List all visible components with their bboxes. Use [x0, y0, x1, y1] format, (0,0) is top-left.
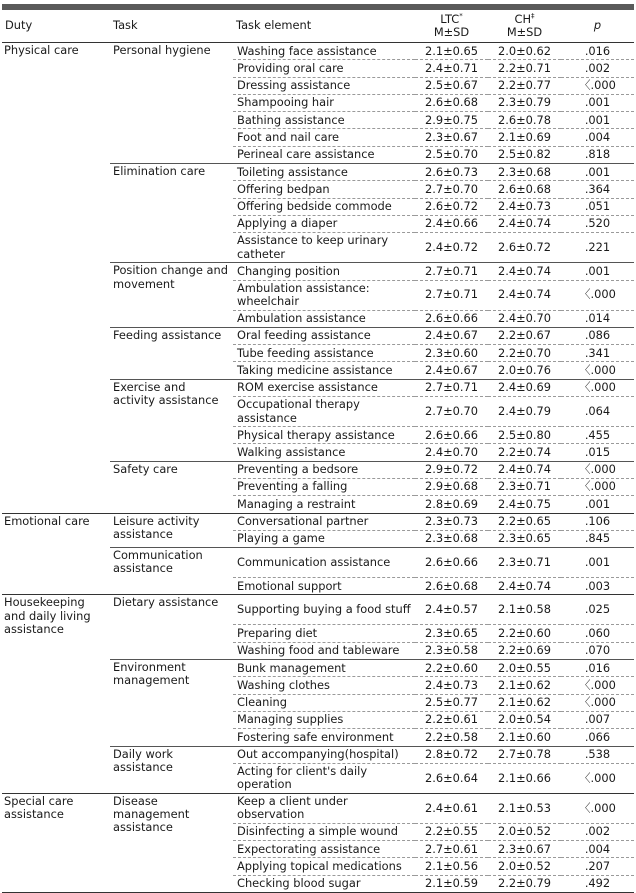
task-element-cell: Washing clothes — [233, 677, 415, 694]
table-body — [2, 43, 634, 893]
ch-value-cell: 2.1±0.69 — [488, 129, 561, 146]
p-value-cell: .455 — [561, 427, 634, 444]
task-element-cell: Oral feeding assistance — [233, 327, 415, 344]
ltc-value-cell: 2.2±0.58 — [415, 729, 488, 746]
p-value-cell: .002 — [561, 823, 634, 840]
task-element-cell: Managing a restraint — [233, 496, 415, 513]
ch-value-cell: 2.1±0.53 — [488, 793, 561, 823]
ch-value-cell: 2.4±0.75 — [488, 496, 561, 513]
ch-value-cell: 2.1±0.60 — [488, 729, 561, 746]
ltc-value-cell: 2.2±0.60 — [415, 660, 488, 677]
task-element-cell: Bathing assistance — [233, 112, 415, 129]
p-value-cell: .066 — [561, 729, 634, 746]
p-value-cell: 〈.000 — [561, 461, 634, 478]
task-cell: Elimination care — [110, 164, 233, 263]
ch-value-cell: 2.3±0.68 — [488, 164, 561, 181]
p-value-cell: .025 — [561, 595, 634, 625]
ltc-value-cell: 2.6±0.68 — [415, 578, 488, 595]
p-value-cell: .001 — [561, 496, 634, 513]
task-element-table — [2, 10, 634, 893]
p-value-cell: .341 — [561, 345, 634, 362]
task-element-cell: Physical therapy assistance — [233, 427, 415, 444]
ch-value-cell: 2.2±0.79 — [488, 875, 561, 892]
ltc-value-cell: 2.1±0.56 — [415, 858, 488, 875]
task-element-cell: Offering bedpan — [233, 181, 415, 198]
ltc-value-cell: 2.9±0.75 — [415, 112, 488, 129]
task-element-cell: Changing position — [233, 263, 415, 280]
duty-cell: Special care assistance — [2, 793, 110, 892]
p-value-cell: .003 — [561, 578, 634, 595]
header-row — [2, 10, 634, 43]
task-element-cell: Bunk management — [233, 660, 415, 677]
ltc-value-cell: 2.9±0.68 — [415, 478, 488, 495]
p-value-cell: .002 — [561, 60, 634, 77]
p-value-cell: 〈.000 — [561, 763, 634, 793]
ltc-value-cell: 2.7±0.71 — [415, 280, 488, 310]
ch-value-cell: 2.4±0.74 — [488, 263, 561, 280]
p-value-cell: .060 — [561, 625, 634, 642]
task-element-cell: Shampooing hair — [233, 94, 415, 111]
ch-value-cell: 2.3±0.71 — [488, 548, 561, 578]
ch-value-cell: 2.2±0.69 — [488, 642, 561, 659]
task-element-cell: Dressing assistance — [233, 77, 415, 94]
ch-value-cell: 2.0±0.76 — [488, 362, 561, 379]
p-value-cell: .001 — [561, 112, 634, 129]
ch-value-cell: 2.6±0.68 — [488, 181, 561, 198]
ch-value-cell: 2.0±0.55 — [488, 660, 561, 677]
ltc-value-cell: 2.3±0.60 — [415, 345, 488, 362]
ltc-value-cell: 2.1±0.65 — [415, 43, 488, 60]
header-p: p — [561, 10, 634, 43]
task-element-cell: Walking assistance — [233, 444, 415, 461]
task-element-cell: Occupational therapy assistance — [233, 397, 415, 427]
task-element-cell: Tube feeding assistance — [233, 345, 415, 362]
ch-value-cell: 2.5±0.80 — [488, 427, 561, 444]
header-ltc-mark: * — [459, 11, 463, 20]
ch-value-cell: 2.3±0.79 — [488, 94, 561, 111]
ltc-value-cell: 2.9±0.72 — [415, 461, 488, 478]
p-value-cell: .007 — [561, 711, 634, 728]
task-element-cell: Acting for client's daily operation — [233, 763, 415, 793]
p-value-cell: 〈.000 — [561, 379, 634, 396]
ch-value-cell: 2.0±0.54 — [488, 711, 561, 728]
ch-value-cell: 2.1±0.58 — [488, 595, 561, 625]
p-value-cell: .001 — [561, 263, 634, 280]
task-cell: Position change and movement — [110, 263, 233, 328]
ch-value-cell: 2.2±0.74 — [488, 444, 561, 461]
task-cell: Personal hygiene — [110, 43, 233, 164]
ch-value-cell: 2.1±0.62 — [488, 694, 561, 711]
task-element-cell: Preparing diet — [233, 625, 415, 642]
ltc-value-cell: 2.8±0.72 — [415, 746, 488, 763]
p-value-cell: 〈.000 — [561, 793, 634, 823]
ltc-value-cell: 2.4±0.67 — [415, 327, 488, 344]
header-ch — [488, 10, 561, 43]
ch-value-cell: 2.2±0.67 — [488, 327, 561, 344]
p-value-cell: .538 — [561, 746, 634, 763]
task-cell: Daily work assistance — [110, 746, 233, 793]
p-value-cell: .004 — [561, 841, 634, 858]
ch-value-cell: 2.4±0.74 — [488, 578, 561, 595]
p-value-cell: .364 — [561, 181, 634, 198]
task-element-cell: Managing supplies — [233, 711, 415, 728]
ch-value-cell: 2.4±0.74 — [488, 280, 561, 310]
header-ch-msd: M±SD — [506, 25, 543, 39]
header-ltc-label: LTC — [440, 11, 460, 26]
ltc-value-cell: 2.7±0.71 — [415, 263, 488, 280]
task-element-cell: Out accompanying(hospital) — [233, 746, 415, 763]
task-cell: Disease management assistance — [110, 793, 233, 892]
task-element-cell: Disinfecting a simple wound — [233, 823, 415, 840]
ch-value-cell: 2.4±0.79 — [488, 397, 561, 427]
ch-value-cell: 2.3±0.67 — [488, 841, 561, 858]
ltc-value-cell: 2.1±0.59 — [415, 875, 488, 892]
ch-value-cell: 2.4±0.70 — [488, 310, 561, 327]
ltc-value-cell: 2.3±0.73 — [415, 513, 488, 530]
task-element-cell: Conversational partner — [233, 513, 415, 530]
header-ltc-msd: M±SD — [433, 25, 470, 39]
task-element-cell: Offering bedside commode — [233, 198, 415, 215]
ltc-value-cell: 2.2±0.55 — [415, 823, 488, 840]
p-value-cell: .004 — [561, 129, 634, 146]
ltc-value-cell: 2.4±0.57 — [415, 595, 488, 625]
table-row — [2, 43, 634, 60]
ltc-value-cell: 2.6±0.72 — [415, 198, 488, 215]
task-cell: Dietary assistance — [110, 595, 233, 660]
ltc-value-cell: 2.2±0.61 — [415, 711, 488, 728]
p-value-cell: 〈.000 — [561, 677, 634, 694]
p-value-cell: .221 — [561, 233, 634, 263]
task-element-cell: Keep a client under observation — [233, 793, 415, 823]
header-ltc — [415, 10, 488, 43]
ltc-value-cell: 2.5±0.77 — [415, 694, 488, 711]
ltc-value-cell: 2.4±0.66 — [415, 215, 488, 232]
ch-value-cell: 2.2±0.60 — [488, 625, 561, 642]
p-value-cell: .015 — [561, 444, 634, 461]
header-ch-mark: ‡ — [531, 11, 535, 20]
task-cell: Feeding assistance — [110, 327, 233, 379]
ltc-value-cell: 2.3±0.67 — [415, 129, 488, 146]
p-value-cell: 〈.000 — [561, 77, 634, 94]
ch-value-cell: 2.1±0.62 — [488, 677, 561, 694]
header-ch-label: CH — [514, 11, 532, 26]
ltc-value-cell: 2.6±0.68 — [415, 94, 488, 111]
p-value-cell: .492 — [561, 875, 634, 892]
task-element-cell: ROM exercise assistance — [233, 379, 415, 396]
ltc-value-cell: 2.7±0.71 — [415, 379, 488, 396]
task-element-cell: Taking medicine assistance — [233, 362, 415, 379]
ltc-value-cell: 2.5±0.70 — [415, 146, 488, 163]
p-value-cell: .520 — [561, 215, 634, 232]
ch-value-cell: 2.4±0.69 — [488, 379, 561, 396]
duty-cell: Emotional care — [2, 513, 110, 595]
ch-value-cell: 2.2±0.65 — [488, 513, 561, 530]
ltc-value-cell: 2.6±0.66 — [415, 310, 488, 327]
task-element-cell: Providing oral care — [233, 60, 415, 77]
ch-value-cell: 2.5±0.82 — [488, 146, 561, 163]
table-row — [2, 513, 634, 530]
p-value-cell: .207 — [561, 858, 634, 875]
task-element-cell: Cleaning — [233, 694, 415, 711]
ltc-value-cell: 2.7±0.70 — [415, 397, 488, 427]
ch-value-cell: 2.6±0.78 — [488, 112, 561, 129]
ltc-value-cell: 2.4±0.71 — [415, 60, 488, 77]
task-element-cell: Preventing a bedsore — [233, 461, 415, 478]
duty-cell: Housekeeping and daily living assistance — [2, 595, 110, 793]
ch-value-cell: 2.4±0.73 — [488, 198, 561, 215]
p-value-cell: .845 — [561, 530, 634, 547]
ch-value-cell: 2.2±0.70 — [488, 345, 561, 362]
task-element-cell: Expectorating assistance — [233, 841, 415, 858]
ch-value-cell: 2.3±0.65 — [488, 530, 561, 547]
ltc-value-cell: 2.4±0.70 — [415, 444, 488, 461]
task-element-cell: Fostering safe environment — [233, 729, 415, 746]
p-value-cell: .016 — [561, 43, 634, 60]
task-element-cell: Assistance to keep urinary catheter — [233, 233, 415, 263]
header-task-element: Task element — [233, 10, 415, 43]
p-value-cell: .001 — [561, 164, 634, 181]
task-element-cell: Communication assistance — [233, 548, 415, 578]
task-cell: Safety care — [110, 461, 233, 513]
ltc-value-cell: 2.4±0.61 — [415, 793, 488, 823]
ltc-value-cell: 2.3±0.65 — [415, 625, 488, 642]
task-element-cell: Supporting buying a food stuff — [233, 595, 415, 625]
ch-value-cell: 2.2±0.77 — [488, 77, 561, 94]
p-value-cell: .070 — [561, 642, 634, 659]
ltc-value-cell: 2.6±0.66 — [415, 548, 488, 578]
p-value-cell: 〈.000 — [561, 280, 634, 310]
ltc-value-cell: 2.4±0.73 — [415, 677, 488, 694]
task-element-cell: Washing food and tableware — [233, 642, 415, 659]
p-value-cell: .001 — [561, 94, 634, 111]
ltc-value-cell: 2.6±0.66 — [415, 427, 488, 444]
task-element-cell: Perineal care assistance — [233, 146, 415, 163]
task-cell: Environment management — [110, 660, 233, 746]
p-value-cell: .001 — [561, 548, 634, 578]
task-element-cell: Applying topical medications — [233, 858, 415, 875]
ch-value-cell: 2.1±0.66 — [488, 763, 561, 793]
task-element-cell: Playing a game — [233, 530, 415, 547]
task-element-cell: Checking blood sugar — [233, 875, 415, 892]
ch-value-cell: 2.6±0.72 — [488, 233, 561, 263]
task-element-cell: Ambulation assistance: wheelchair — [233, 280, 415, 310]
ltc-value-cell: 2.6±0.64 — [415, 763, 488, 793]
ltc-value-cell: 2.3±0.58 — [415, 642, 488, 659]
ltc-value-cell: 2.8±0.69 — [415, 496, 488, 513]
ch-value-cell: 2.2±0.71 — [488, 60, 561, 77]
header-task: Task — [110, 10, 233, 43]
ch-value-cell: 2.4±0.74 — [488, 215, 561, 232]
task-element-cell: Emotional support — [233, 578, 415, 595]
ch-value-cell: 2.0±0.62 — [488, 43, 561, 60]
ch-value-cell: 2.3±0.71 — [488, 478, 561, 495]
p-value-cell: .064 — [561, 397, 634, 427]
ltc-value-cell: 2.4±0.67 — [415, 362, 488, 379]
p-value-cell: .818 — [561, 146, 634, 163]
task-cell: Leisure activity assistance — [110, 513, 233, 548]
task-element-cell: Toileting assistance — [233, 164, 415, 181]
task-element-cell: Washing face assistance — [233, 43, 415, 60]
p-value-cell: .051 — [561, 198, 634, 215]
header-duty: Duty — [2, 10, 110, 43]
p-value-cell: 〈.000 — [561, 362, 634, 379]
p-value-cell: .106 — [561, 513, 634, 530]
ltc-value-cell: 2.7±0.70 — [415, 181, 488, 198]
ltc-value-cell: 2.7±0.61 — [415, 841, 488, 858]
ch-value-cell: 2.7±0.78 — [488, 746, 561, 763]
ltc-value-cell: 2.6±0.73 — [415, 164, 488, 181]
task-element-cell: Foot and nail care — [233, 129, 415, 146]
duty-cell: Physical care — [2, 43, 110, 514]
table-row — [2, 793, 634, 823]
ch-value-cell: 2.0±0.52 — [488, 858, 561, 875]
task-cell: Communication assistance — [110, 548, 233, 595]
task-element-cell: Ambulation assistance — [233, 310, 415, 327]
ltc-value-cell: 2.4±0.72 — [415, 233, 488, 263]
ltc-value-cell: 2.3±0.68 — [415, 530, 488, 547]
ltc-value-cell: 2.5±0.67 — [415, 77, 488, 94]
p-value-cell: 〈.000 — [561, 694, 634, 711]
ch-value-cell: 2.0±0.52 — [488, 823, 561, 840]
p-value-cell: .014 — [561, 310, 634, 327]
p-value-cell: .016 — [561, 660, 634, 677]
table-container — [2, 0, 634, 893]
task-element-cell: Preventing a falling — [233, 478, 415, 495]
p-value-cell: .086 — [561, 327, 634, 344]
task-element-cell: Applying a diaper — [233, 215, 415, 232]
p-value-cell: 〈.000 — [561, 478, 634, 495]
task-cell: Exercise and activity assistance — [110, 379, 233, 461]
ch-value-cell: 2.4±0.74 — [488, 461, 561, 478]
table-row — [2, 595, 634, 625]
